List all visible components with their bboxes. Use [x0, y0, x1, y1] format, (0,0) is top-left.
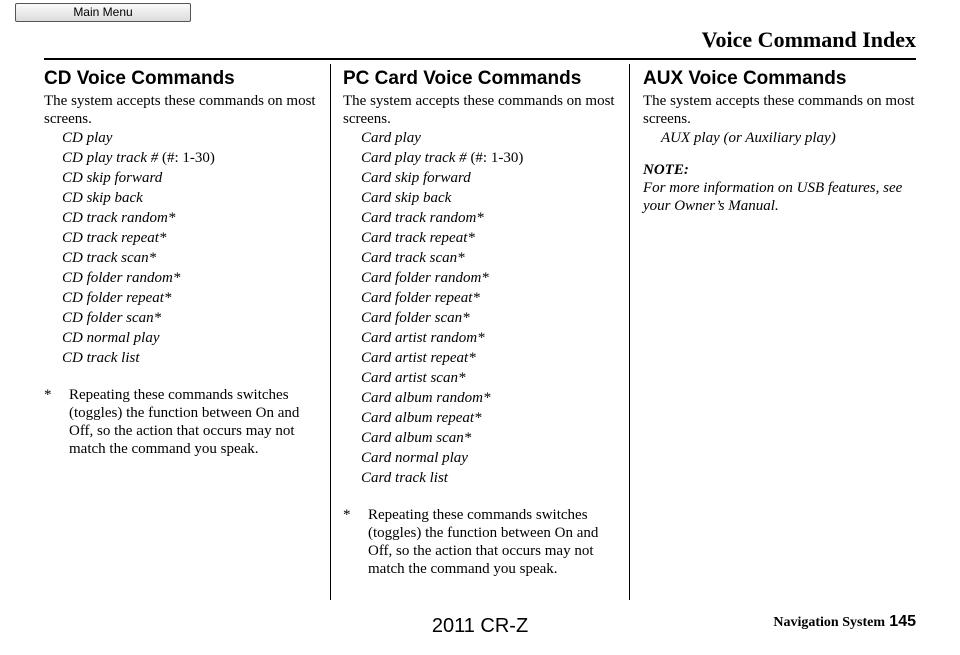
aux-command-list [643, 128, 919, 148]
command-item [361, 168, 619, 188]
command-text: Card play [361, 130, 421, 146]
command-range: (#: 1-30) [158, 150, 215, 166]
page-title: Voice Command Index [701, 27, 916, 52]
command-item [62, 208, 320, 228]
aux-voice-commands-section [643, 66, 919, 215]
command-item [62, 288, 320, 308]
header-divider [44, 58, 916, 60]
command-text: Card track repeat* [361, 230, 475, 246]
command-text: CD skip back [62, 190, 143, 206]
cd-footnote [44, 386, 320, 458]
cd-voice-commands-section [44, 66, 320, 458]
pc-intro-text: The system accepts these commands on most screens. [343, 93, 615, 127]
command-text: Card skip forward [361, 170, 471, 186]
aux-section-heading: AUX Voice Commands [643, 68, 847, 89]
command-text: CD normal play [62, 330, 160, 346]
footnote-mark: * [44, 387, 52, 403]
command-text: Card artist repeat* [361, 350, 476, 366]
command-item [361, 208, 619, 228]
command-item [62, 248, 320, 268]
page-number: 145 [889, 613, 916, 630]
command-text: Card track scan* [361, 250, 465, 266]
command-text: Card folder random* [361, 270, 489, 286]
command-item [361, 328, 619, 348]
command-item [62, 348, 320, 368]
command-text: CD folder repeat* [62, 290, 172, 306]
command-item [361, 448, 619, 468]
command-text: CD play [62, 130, 113, 146]
command-text: AUX play (or Auxiliary play) [661, 130, 836, 146]
command-item [62, 188, 320, 208]
command-item [361, 408, 619, 428]
pc-card-voice-commands-section [343, 66, 619, 578]
command-item [62, 148, 320, 168]
command-text: CD folder scan* [62, 310, 162, 326]
command-item [361, 288, 619, 308]
cd-section-heading: CD Voice Commands [44, 68, 235, 89]
command-text: Card track random* [361, 210, 484, 226]
cd-command-list [44, 128, 320, 368]
footnote-text: Repeating these commands switches (toggles) the function between On and Off, so the action that occurs may not match the command you speak. [69, 387, 300, 457]
command-text: Card album repeat* [361, 410, 482, 426]
footnote-text: Repeating these commands switches (toggles) the function between On and Off, so the action that occurs may not match the command you speak. [368, 507, 599, 577]
command-text: CD skip forward [62, 170, 163, 186]
pc-section-heading: PC Card Voice Commands [343, 68, 582, 89]
command-text: CD track random* [62, 210, 176, 226]
command-text: Card album random* [361, 390, 491, 406]
command-item [62, 228, 320, 248]
command-item [62, 328, 320, 348]
command-text: CD track scan* [62, 250, 157, 266]
command-text: Card artist scan* [361, 370, 466, 386]
command-item [361, 368, 619, 388]
command-text: Card track list [361, 470, 448, 486]
command-text: CD track repeat* [62, 230, 167, 246]
command-item [361, 308, 619, 328]
model-watermark: 2011 CR-Z [431, 615, 529, 637]
cd-intro-text: The system accepts these commands on most screens. [44, 93, 316, 127]
command-item [62, 128, 320, 148]
command-item [361, 268, 619, 288]
footnote-mark: * [343, 507, 351, 523]
command-item [62, 308, 320, 328]
footer-label: Navigation System [773, 615, 885, 630]
command-item [661, 128, 919, 148]
command-item [361, 188, 619, 208]
command-text: Card skip back [361, 190, 452, 206]
command-item [62, 268, 320, 288]
command-text: Card album scan* [361, 430, 472, 446]
command-item [361, 228, 619, 248]
command-item [62, 168, 320, 188]
note-text: For more information on USB features, see your Owner’s Manual. [643, 180, 903, 214]
command-item [361, 248, 619, 268]
command-text: CD play track # [62, 150, 159, 166]
column-divider [330, 64, 331, 600]
main-menu-button[interactable]: Main Menu [15, 3, 191, 22]
note-heading: NOTE: [643, 162, 689, 178]
command-text: Card artist random* [361, 330, 485, 346]
command-item [361, 348, 619, 368]
aux-intro-text: The system accepts these commands on most screens. [643, 93, 915, 127]
command-text: Card play track # [361, 150, 467, 166]
command-item [361, 148, 619, 168]
command-text: Card folder scan* [361, 310, 470, 326]
command-item [361, 428, 619, 448]
command-item [361, 388, 619, 408]
command-text: CD folder random* [62, 270, 181, 286]
command-text: Card folder repeat* [361, 290, 480, 306]
pc-footnote [343, 506, 619, 578]
command-text: Card normal play [361, 450, 468, 466]
column-divider [629, 64, 630, 600]
command-item [361, 128, 619, 148]
command-item [361, 468, 619, 488]
command-text: CD track list [62, 350, 140, 366]
command-range: (#: 1-30) [466, 150, 524, 166]
pc-command-list [343, 128, 619, 488]
